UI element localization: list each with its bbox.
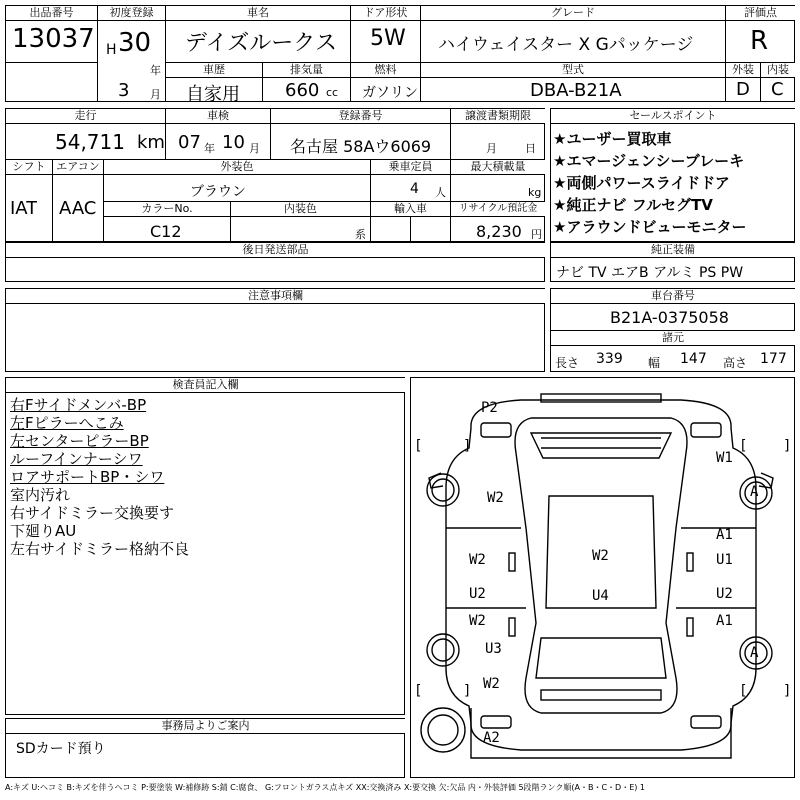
import-label: 輸入車 xyxy=(371,202,450,216)
score: R xyxy=(750,26,769,56)
int-color-unit: 系 xyxy=(355,228,366,241)
mark-u4: U4 xyxy=(592,588,609,604)
later-parts-label: 後日発送部品 xyxy=(6,243,545,257)
ac-label: エアコン xyxy=(53,160,103,174)
history: 自家用 xyxy=(186,84,240,105)
mark-w2-left-front: W2 xyxy=(487,490,504,506)
score-label: 評価点 xyxy=(726,6,795,20)
mileage: 54,711 xyxy=(55,130,125,154)
car-name-label: 車名 xyxy=(166,6,350,20)
inspection-label: 車検 xyxy=(166,109,270,123)
load-unit: kg xyxy=(528,186,542,199)
displacement: 660 xyxy=(285,80,320,101)
capacity-unit: 人 xyxy=(435,186,446,199)
inspection-month-unit: 月 xyxy=(249,142,260,155)
inspector-line: 室内汚れ xyxy=(10,486,71,504)
inspector-line: ロアサポートBP・シワ xyxy=(10,468,165,486)
legend: A:キズ U:ヘコミ B:キズを伴うヘコミ P:要塗装 W:補修跡 S:錆 C:腐食、 G:フロントガラス点キズ XX:交換済み X:要交換 欠:欠品 内・外装評価 5段階ランク順(A・B・C・D・E) 1 xyxy=(5,783,646,792)
color-no: C12 xyxy=(150,222,182,241)
reg-month-unit: 月 xyxy=(150,88,161,101)
inspector-line: ルーフインナーシワ xyxy=(10,450,143,468)
mark-w2-roof: W2 xyxy=(592,548,609,564)
ext-color-label: 外装色 xyxy=(104,160,370,174)
interior-label: 内装 xyxy=(761,63,795,77)
exterior-label: 外装 xyxy=(726,63,760,77)
sales-points-list xyxy=(553,128,793,238)
lot-no-label: 出品番号 xyxy=(6,6,97,20)
width: 147 xyxy=(680,351,707,367)
transfer-label: 譲渡書類期限 xyxy=(451,109,545,123)
inspection-month: 10 xyxy=(222,132,245,153)
inspector-line: 左センターピラーBP xyxy=(10,432,149,450)
displacement-label: 排気量 xyxy=(263,63,350,77)
first-reg-label: 初度登録 xyxy=(98,6,165,20)
sales-point-item: ★純正ナビ フルセグTV xyxy=(553,196,713,214)
recycle-label: リサイクル預託金 xyxy=(451,202,545,216)
mark-u2-right: U2 xyxy=(716,586,733,602)
bracket-left-rear-close: ] xyxy=(463,683,472,699)
reg-month: 3 xyxy=(118,80,130,101)
vehicle-info-table xyxy=(5,108,545,242)
plate-number: 名古屋 58Aウ6069 xyxy=(290,137,432,156)
mark-w2-left-door: W2 xyxy=(469,552,486,568)
bracket-right-front-close: ] xyxy=(783,438,792,454)
plate-label: 登録番号 xyxy=(271,109,450,123)
inspector-line: 左Fピラーへこみ xyxy=(10,414,124,432)
inspector-lines xyxy=(10,396,400,558)
transfer-month-unit: 月 xyxy=(486,142,497,155)
damage-diagram xyxy=(410,377,795,778)
grade-label: グレード xyxy=(421,6,725,20)
reg-year-unit: 年 xyxy=(150,64,161,77)
recycle-unit: 円 xyxy=(531,228,542,241)
bracket-right-rear-open: [ xyxy=(739,683,748,699)
bracket-right-front-open: [ xyxy=(739,438,748,454)
load-label: 最大積載量 xyxy=(451,160,545,174)
mark-a-rear-right: A xyxy=(750,645,759,661)
transfer-day-unit: 日 xyxy=(525,142,536,155)
mark-u3: U3 xyxy=(485,641,502,657)
door-type: 5W xyxy=(370,26,406,51)
bracket-left-front-close: ] xyxy=(463,438,472,454)
recycle-fee: 8,230 xyxy=(476,222,522,241)
mark-u2-left: U2 xyxy=(469,586,486,602)
mark-w1: W1 xyxy=(716,450,733,466)
mark-a2: A2 xyxy=(483,730,500,746)
inspection-year: 07 xyxy=(178,132,201,153)
mark-a1-lower: A1 xyxy=(716,613,733,629)
mileage-unit: km xyxy=(137,132,165,153)
sales-points-label: セールスポイント xyxy=(551,109,795,123)
capacity-label: 乗車定員 xyxy=(371,160,450,174)
height-label: 高さ xyxy=(723,356,748,370)
sales-point-item: ★両側パワースライドドア xyxy=(553,174,730,192)
car-name: デイズルークス xyxy=(185,31,338,56)
dimensions-label: 諸元 xyxy=(551,331,795,345)
height: 177 xyxy=(760,351,787,367)
mark-w2-left-rear: W2 xyxy=(483,676,500,692)
fuel: ガソリン xyxy=(362,85,418,101)
mark-u1: U1 xyxy=(716,552,733,568)
ext-color: ブラウン xyxy=(190,184,246,200)
history-label: 車歴 xyxy=(166,63,262,77)
genuine-equipment: ナビ TV エアB アルミ PS PW xyxy=(556,265,744,281)
inspector-line: 下廻りAU xyxy=(10,522,77,540)
mark-w2-left-rear-door: W2 xyxy=(469,613,486,629)
displacement-unit: cc xyxy=(326,86,339,99)
inspector-label: 検査員記入欄 xyxy=(6,378,405,392)
capacity: 4 xyxy=(410,181,419,197)
notes-label: 注意事項欄 xyxy=(6,289,545,303)
bracket-right-rear-close: ] xyxy=(783,683,792,699)
mark-a-front-right: A xyxy=(750,484,759,500)
int-color-label: 内装色 xyxy=(231,202,370,216)
sales-point-item: ★アラウンドビューモニター xyxy=(553,218,747,236)
grade: ハイウェイスター X Gパッケージ xyxy=(438,35,694,55)
ac: AAC xyxy=(59,198,97,219)
chassis-label: 車台番号 xyxy=(551,289,795,303)
inspection-year-unit: 年 xyxy=(204,142,215,155)
shift: IAT xyxy=(10,198,38,219)
width-label: 幅 xyxy=(648,356,661,370)
length: 339 xyxy=(596,351,623,367)
bracket-left-front-open: [ xyxy=(414,438,423,454)
bracket-left-rear-open: [ xyxy=(414,683,423,699)
door-label: ドア形状 xyxy=(351,6,420,20)
sales-point-item: ★エマージェンシーブレーキ xyxy=(553,152,745,170)
lot-no: 13037 xyxy=(12,24,95,54)
office-text: SDカード預り xyxy=(16,741,106,757)
shift-label: シフト xyxy=(6,160,52,174)
color-no-label: カラーNo. xyxy=(104,202,230,216)
inspector-line: 左右サイドミラー格納不良 xyxy=(10,540,189,558)
genuine-equipment-label: 純正装備 xyxy=(551,243,795,257)
era: H xyxy=(106,42,117,58)
interior-score: C xyxy=(771,79,784,100)
model-code-label: 型式 xyxy=(421,63,725,77)
mark-p2: P2 xyxy=(481,400,498,416)
exterior-score: D xyxy=(736,79,750,100)
fuel-label: 燃料 xyxy=(351,63,420,77)
sales-point-item: ★ユーザー買取車 xyxy=(553,130,672,148)
inspector-line: 右Fサイドメンバ-BP xyxy=(10,396,147,414)
mark-a1-upper: A1 xyxy=(716,527,733,543)
model-code: DBA-B21A xyxy=(530,80,622,101)
inspector-line: 右サイドミラー交換要す xyxy=(10,504,174,522)
chassis-number: B21A-0375058 xyxy=(610,308,729,327)
mileage-label: 走行 xyxy=(6,109,165,123)
office-label: 事務局よりご案内 xyxy=(6,719,405,733)
reg-year: 30 xyxy=(118,28,152,58)
length-label: 長さ xyxy=(555,356,580,370)
